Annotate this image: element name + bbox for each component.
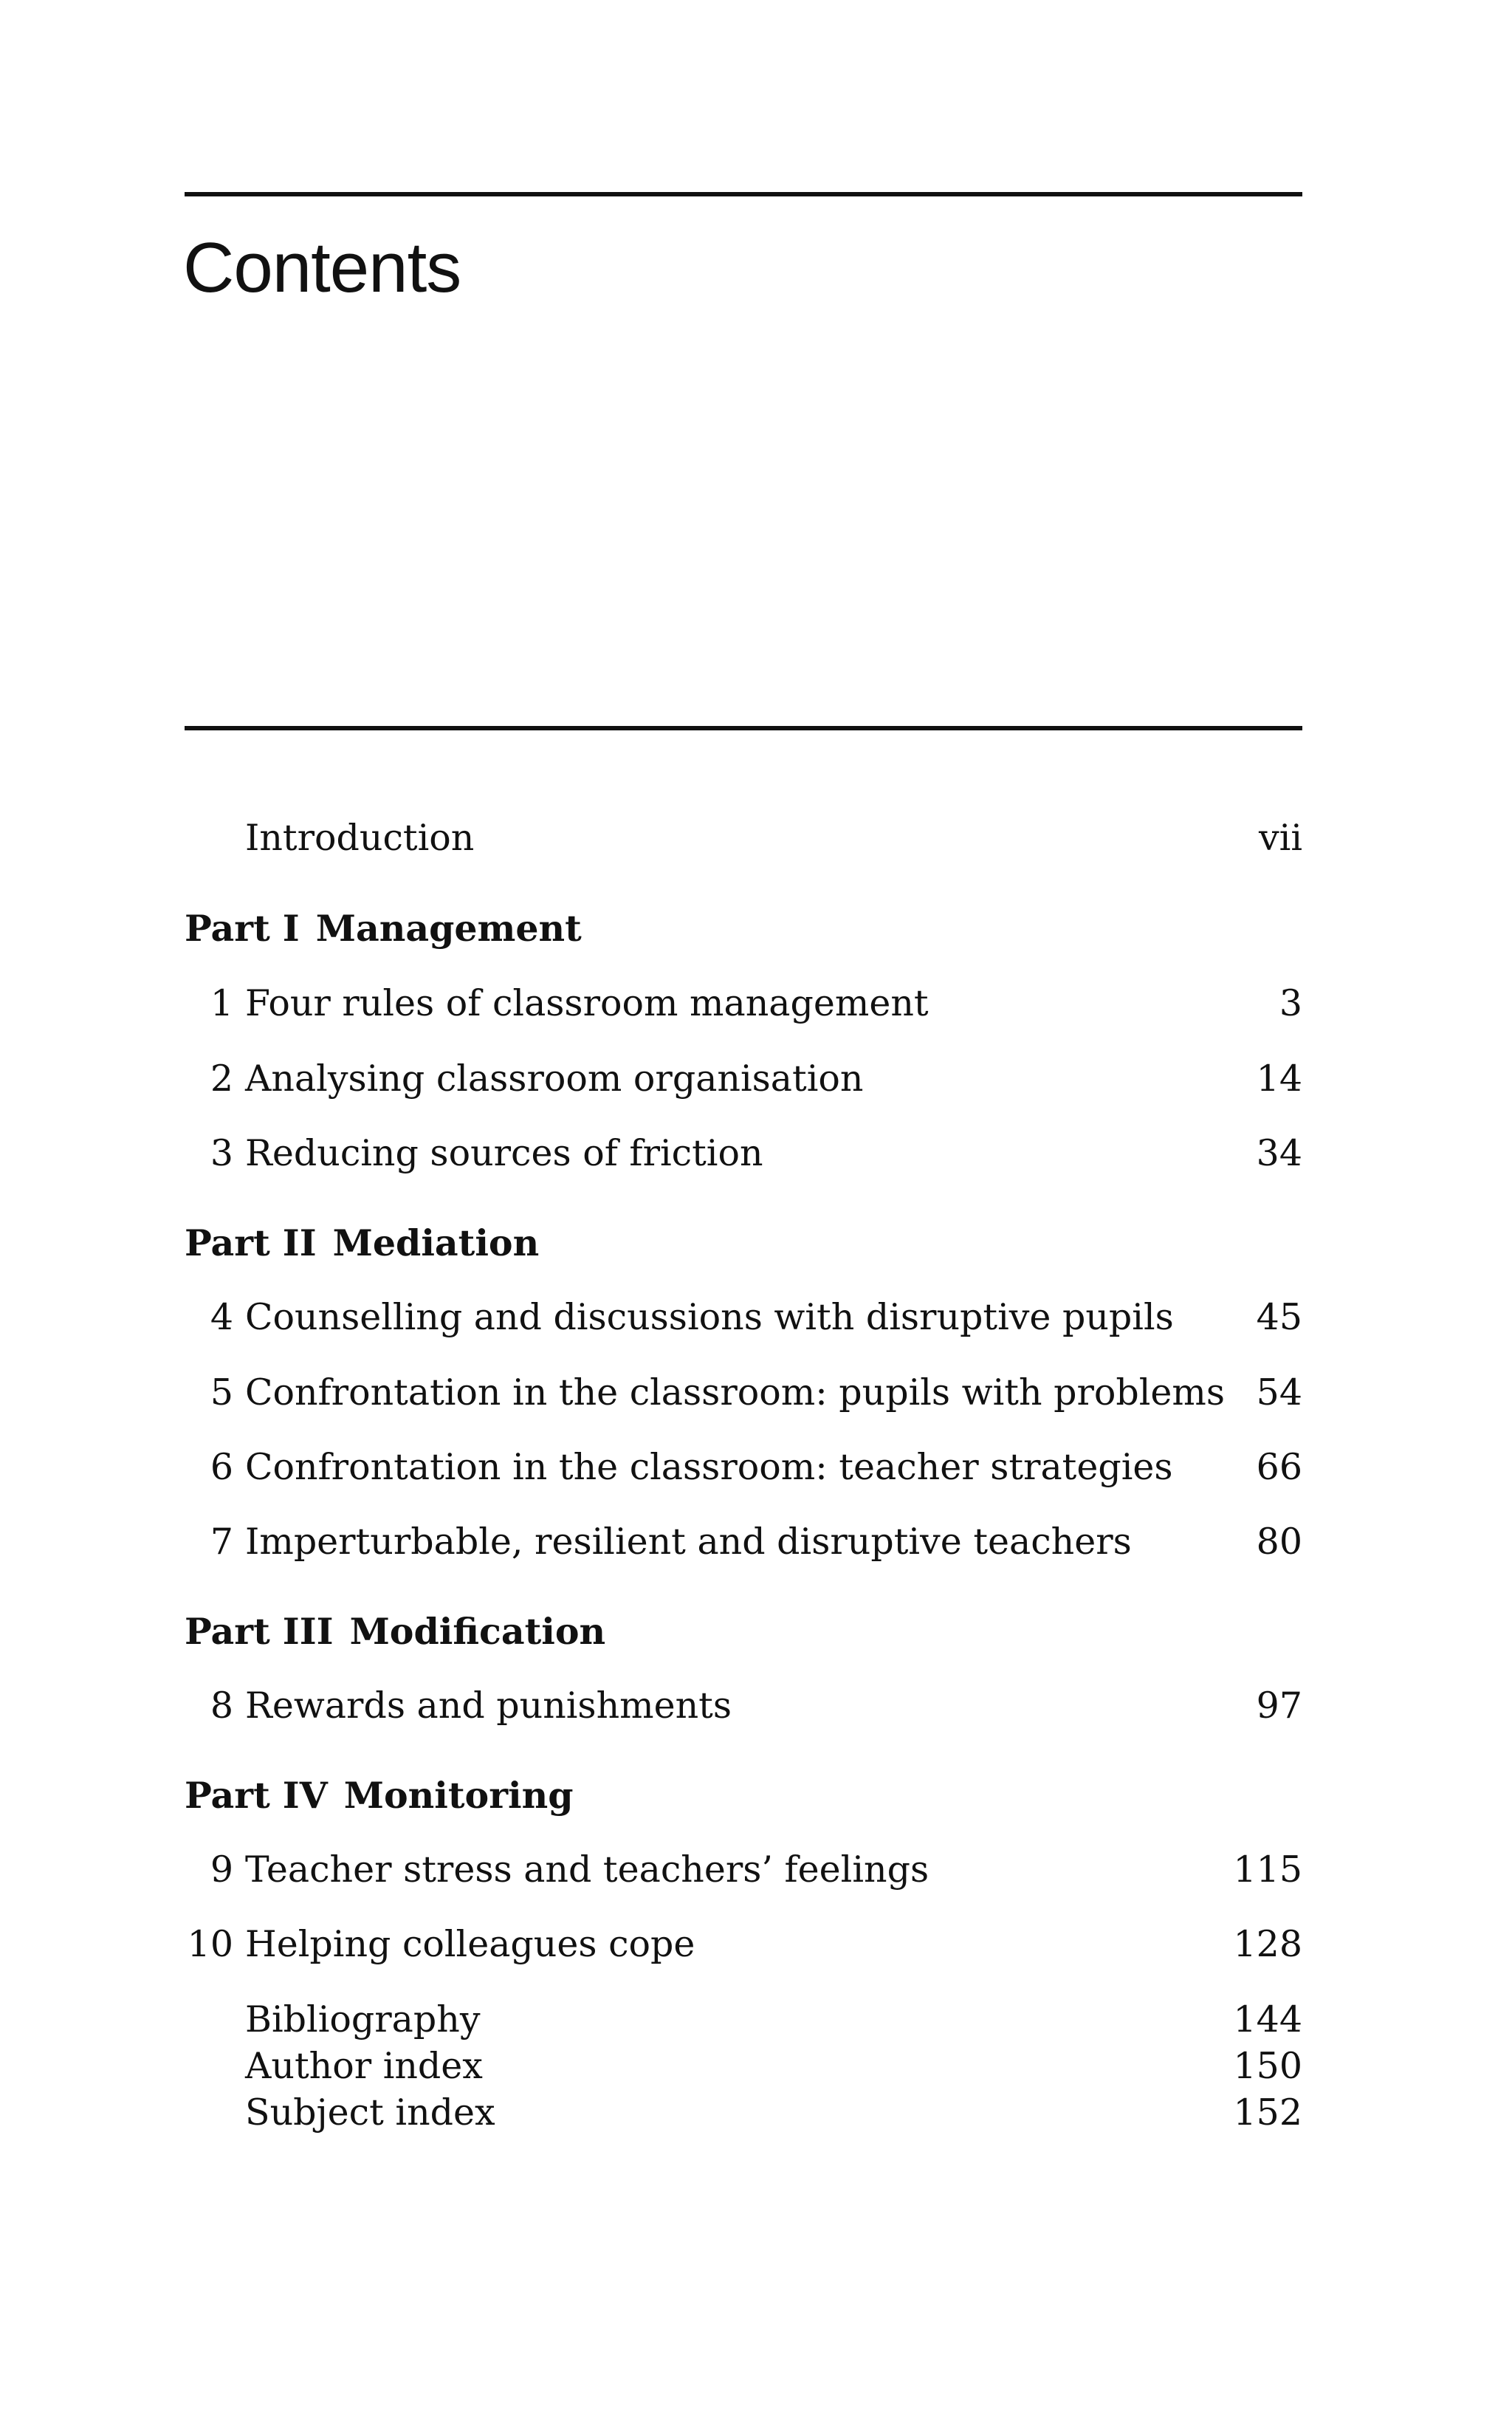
- entry-page: 3: [1279, 982, 1302, 1024]
- part-heading: [185, 1769, 574, 1821]
- chapter-number: 9: [210, 1848, 233, 1891]
- toc-entry-bibliography[interactable]: [185, 1994, 1302, 2046]
- entry-page: vii: [1258, 817, 1302, 859]
- toc-entry-chapter[interactable]: [185, 1680, 1302, 1732]
- part-label: Part IV: [185, 1774, 328, 1817]
- part-name: Modification: [349, 1610, 606, 1653]
- toc-entry-author-index[interactable]: [185, 2040, 1302, 2092]
- toc-entry-chapter[interactable]: [185, 1919, 1302, 1970]
- entry-title: Imperturbable, resilient and disruptive teachers: [245, 1521, 1132, 1563]
- entry-page: 54: [1256, 1371, 1302, 1413]
- section-rule: [185, 726, 1302, 730]
- entry-page: 152: [1233, 2091, 1302, 2134]
- entry-title: Four rules of classroom management: [245, 982, 929, 1024]
- toc-entry-chapter[interactable]: [185, 1053, 1302, 1105]
- part-name: Monitoring: [343, 1774, 574, 1817]
- entry-title: Counselling and discussions with disruptive pupils: [245, 1296, 1174, 1338]
- entry-page: 128: [1233, 1923, 1302, 1965]
- entry-page: 144: [1233, 1998, 1302, 2040]
- entry-page: 14: [1256, 1058, 1302, 1100]
- chapter-number: 2: [210, 1058, 233, 1100]
- entry-title: Reducing sources of friction: [245, 1132, 763, 1174]
- part-name: Management: [315, 907, 582, 950]
- toc-entry-chapter[interactable]: [185, 1292, 1302, 1343]
- page-title: Contents: [183, 228, 461, 307]
- entry-page: 45: [1256, 1296, 1302, 1338]
- part-heading: [185, 1217, 539, 1269]
- entry-title: Rewards and punishments: [245, 1685, 732, 1727]
- part-name: Mediation: [332, 1221, 540, 1264]
- chapter-number: 3: [210, 1132, 233, 1174]
- toc-entry-chapter[interactable]: [185, 1844, 1302, 1896]
- toc-entry-chapter[interactable]: [185, 1128, 1302, 1179]
- entry-page: 115: [1233, 1848, 1302, 1891]
- toc-entry-subject-index[interactable]: [185, 2087, 1302, 2139]
- chapter-number: 6: [210, 1446, 233, 1488]
- entry-title: Teacher stress and teachers’ feelings: [245, 1848, 929, 1891]
- entry-title: Helping colleagues cope: [245, 1923, 695, 1965]
- toc-entry-introduction[interactable]: [185, 812, 1302, 864]
- chapter-number: 4: [210, 1296, 233, 1338]
- entry-page: 80: [1256, 1521, 1302, 1563]
- part-heading: [185, 902, 582, 954]
- entry-title: Introduction: [245, 817, 475, 859]
- entry-title: Analysing classroom organisation: [245, 1058, 864, 1100]
- chapter-number: 10: [187, 1923, 233, 1965]
- entry-title: Author index: [245, 2045, 483, 2087]
- entry-page: 150: [1233, 2045, 1302, 2087]
- part-label: Part I: [185, 907, 300, 950]
- chapter-number: 7: [210, 1521, 233, 1563]
- entry-title: Confrontation in the classroom: pupils with problems: [245, 1371, 1226, 1413]
- toc-entry-chapter[interactable]: [185, 1516, 1302, 1568]
- toc-entry-chapter[interactable]: [185, 1442, 1302, 1493]
- top-rule: [185, 192, 1302, 196]
- toc-entry-chapter[interactable]: [185, 978, 1302, 1029]
- part-label: Part II: [185, 1221, 317, 1264]
- chapter-number: 8: [210, 1685, 233, 1727]
- part-heading: [185, 1606, 605, 1657]
- entry-title: Subject index: [245, 2091, 495, 2134]
- toc-entry-chapter[interactable]: [185, 1367, 1302, 1419]
- part-label: Part III: [185, 1610, 334, 1653]
- chapter-number: 5: [210, 1371, 233, 1413]
- chapter-number: 1: [210, 982, 233, 1024]
- entry-page: 34: [1256, 1132, 1302, 1174]
- entry-title: Confrontation in the classroom: teacher strategies: [245, 1446, 1173, 1488]
- entry-page: 66: [1256, 1446, 1302, 1488]
- entry-title: Bibliography: [245, 1998, 481, 2040]
- entry-page: 97: [1256, 1685, 1302, 1727]
